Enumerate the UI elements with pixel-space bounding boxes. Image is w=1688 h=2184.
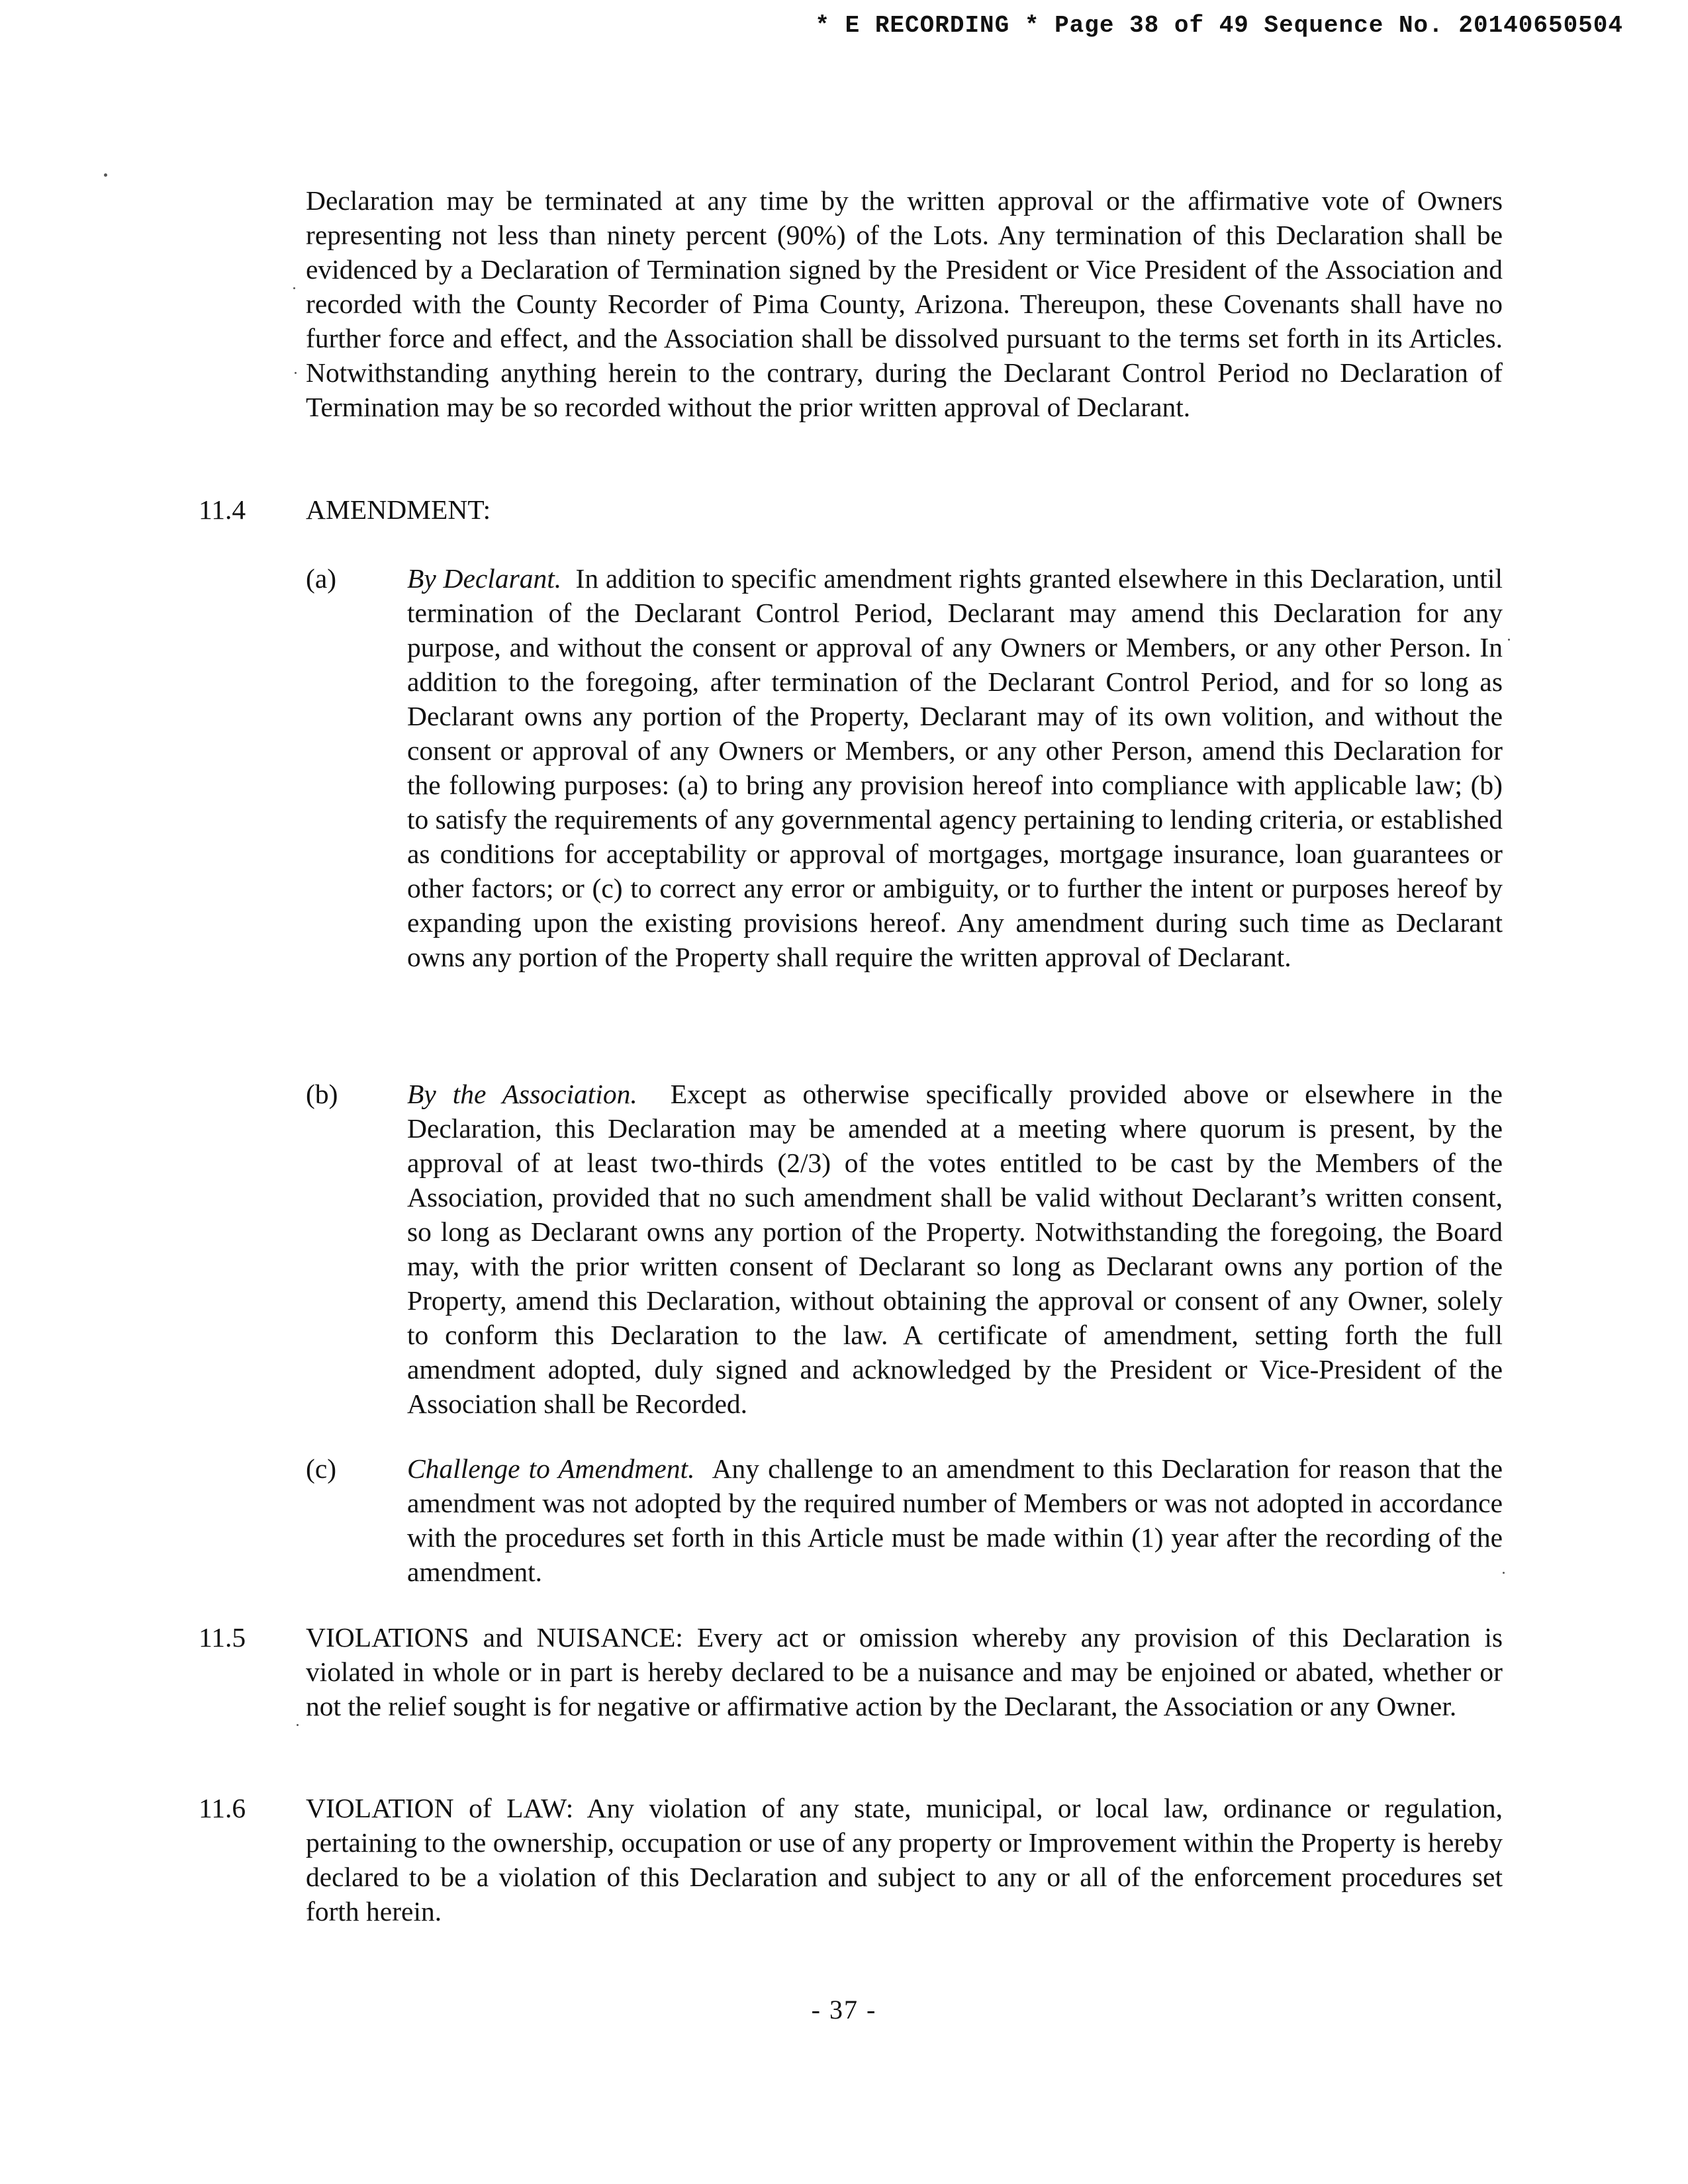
section-number: 11.4 (199, 494, 246, 525)
subsection-c (306, 1451, 1503, 1589)
page-number: - 37 - (811, 1995, 877, 2025)
section-11-4-heading (199, 492, 1503, 527)
subsection-a (306, 561, 1503, 974)
scan-speck (1503, 1572, 1505, 1574)
intro-paragraph: Declaration may be terminated at any time by the written approval or the affirmative vote of Owners representing not less than ninety percent (90%) of the Lots. Any termination of this Declaration shall be evidenced by a Declaration of Termination signed by the President or Vice President of the Association and recorded with the County Recorder of Pima County, Arizona. Thereupon, these Covenants shall have no further force and effect, and the Association shall be dissolved pursuant to the terms set forth in its Articles. Notwithstanding anything herein to the contrary, during the Declarant Control Period no Declaration of Termination may be so recorded without the prior written approval of Declarant. (306, 185, 1503, 422)
section-number: 11.6 (199, 1793, 246, 1823)
subsection-body (407, 561, 1503, 974)
subsection-heading: By Declarant. (407, 563, 562, 594)
subsection-text: In addition to specific amendment rights granted elsewhere in this Declaration, until termination of the Declarant Control Period, Declarant may amend this Declaration for any purpose, and without the consent or approval of any Owners or Members, or any other Person. In addition to the foregoing, after termination of the Declarant Control Period, and for so long as Declarant owns any portion of the Property, Declarant may of its own volition, and without the consent or approval of any Owners or Members, or any other Person, amend this Declaration for the following purposes: (a) to bring any provision hereof into compliance with applicable law; (b) to satisfy the requirements of any governmental agency pertaining to lending criteria, or established as conditions for acceptability or approval of mortgages, mortgage insurance, loan guarantees or other factors; or (c) to correct any error or ambiguity, or to further the intent or purposes hereof by expanding upon the existing provisions hereof. Any amendment during such time as Declarant owns any portion of the Property shall require the written approval of Declarant. (407, 563, 1503, 972)
scan-speck (1508, 639, 1510, 641)
subsection-heading: By the Association. (407, 1079, 637, 1109)
scan-speck (293, 287, 295, 289)
subsection-body (407, 1451, 1503, 1589)
scan-speck (297, 1724, 299, 1726)
section-11-5 (199, 1620, 1503, 1723)
section-text: VIOLATIONS and NUISANCE: Every act or omission whereby any provision of this Declaration is violated in whole or in part is hereby declared to be a nuisance and may be enjoined or abated, whether or not the relief sought is for negative or affirmative action by the Declarant, the Association or any Owner. (306, 1622, 1503, 1721)
subsection-label: (b) (306, 1079, 338, 1109)
section-text: VIOLATION of LAW: Any violation of any state, municipal, or local law, ordinance or regulation, pertaining to the ownership, occupation or use of any property or Improvement within the Property is hereby declared to be a violation of this Declaration and subject to any or all of the enforcement procedures set forth herein. (306, 1793, 1503, 1927)
subsection-label: (c) (306, 1453, 337, 1484)
section-11-6 (199, 1791, 1503, 1929)
section-title: AMENDMENT: (306, 494, 491, 525)
subsection-text: Except as otherwise specifically provided above or elsewhere in the Declaration, this Declaration may be amended at a meeting where quorum is present, by the approval of at least two-thirds (2/3) of the votes entitled to be cast by the Members of the Association, provided that no such amendment shall be valid without Declarant’s written consent, so long as Declarant owns any portion of the Property. Notwithstanding the foregoing, the Board may, with the prior written consent of Declarant so long as Declarant owns any portion of the Property, amend this Declaration, without obtaining the approval or consent of any Owner, solely to conform this Declaration to the law. A certificate of amendment, setting forth the full amendment adopted, duly signed and acknowledged by the President or Vice-President of the Association shall be Recorded. (407, 1079, 1503, 1419)
subsection-heading: Challenge to Amendment. (407, 1453, 695, 1484)
subsection-body (407, 1077, 1503, 1421)
subsection-label: (a) (306, 563, 337, 594)
subsection-b (306, 1077, 1503, 1421)
scan-speck (295, 372, 297, 374)
scan-speck (104, 173, 107, 177)
section-number: 11.5 (199, 1622, 246, 1653)
recording-header: * E RECORDING * Page 38 of 49 Sequence No. 20140650504 (815, 12, 1623, 39)
subsection-text: Any challenge to an amendment to this Declaration for reason that the amendment was not adopted by the required number of Members or was not adopted in accordance with the procedures set forth in this Article must be made within (1) year after the recording of the amendment. (407, 1453, 1503, 1587)
